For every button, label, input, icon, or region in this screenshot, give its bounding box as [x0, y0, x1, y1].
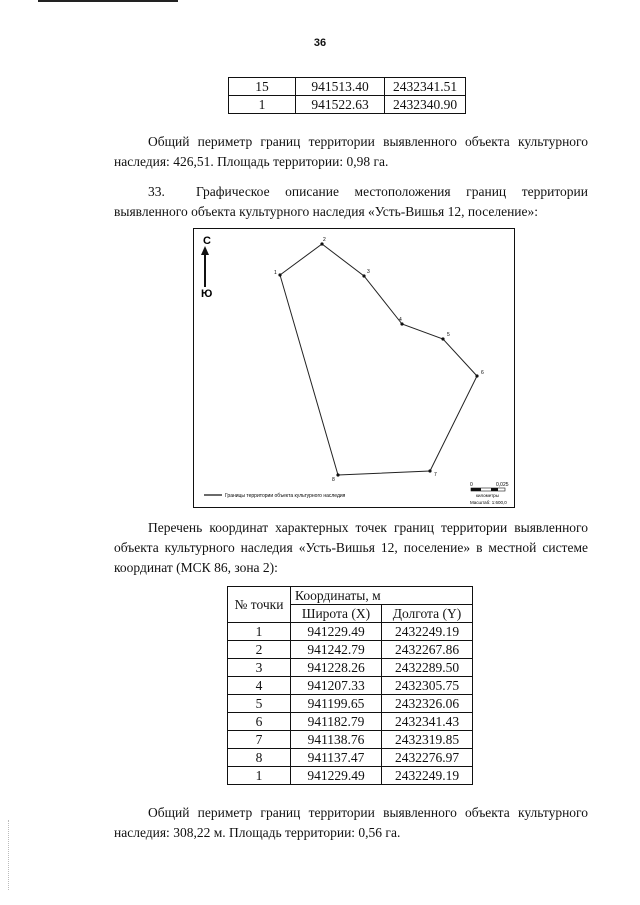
- perimeter-paragraph-2: Общий периметр границ территории выявленного объекта культурного наследия: 308,22 м. Площадь территории: 0,56 га.: [114, 805, 588, 840]
- map-legend: [204, 493, 346, 499]
- table-cell: 941182.79: [291, 713, 382, 731]
- scale-units: километры: [476, 493, 499, 498]
- boundary-vertex: [441, 337, 444, 340]
- table-row: [228, 713, 473, 731]
- table-row: [228, 641, 473, 659]
- table-cell: 15: [229, 78, 296, 96]
- table-row: [228, 749, 473, 767]
- table-cell: 2432305.75: [382, 677, 473, 695]
- table-cell: 5: [228, 695, 291, 713]
- scale-start: 0: [470, 482, 473, 488]
- col-point-header: № точки: [228, 587, 291, 623]
- table-cell: 2: [228, 641, 291, 659]
- table-cell: 941138.76: [291, 731, 382, 749]
- table-cell: 4: [228, 677, 291, 695]
- boundary-vertex: [475, 374, 478, 377]
- vertex-label: 1: [274, 270, 277, 276]
- table-cell: 2432319.85: [382, 731, 473, 749]
- table-cell: 1: [228, 623, 291, 641]
- section-text: Графическое описание местоположения границ территории выявленного объекта культурного наследия «Усть-Вишья 12, поселение»:: [114, 184, 589, 219]
- north-label: С: [203, 235, 211, 247]
- table-cell: 2432340.90: [385, 96, 466, 114]
- table-cell: 2432249.19: [382, 767, 473, 785]
- table-row: [228, 677, 473, 695]
- perimeter-paragraph-1: Общий периметр границ территории выявленного объекта культурного наследия: 426,51. Площадь территории: 0,98 га.: [114, 134, 588, 169]
- section-heading-33: [114, 182, 588, 222]
- vertex-label: 3: [367, 269, 370, 275]
- table-cell: 941199.65: [291, 695, 382, 713]
- table-cell: 2432276.97: [382, 749, 473, 767]
- coordinates-intro-paragraph: Перечень координат характерных точек границ территории выявленного объекта культурного наследия «Усть-Вишья 12, поселение» в местной системе координат (МСК 86, зона 2):: [114, 520, 588, 575]
- boundary-vertex: [336, 473, 339, 476]
- table-cell: 941513.40: [296, 78, 385, 96]
- col-coords-header: Координаты, м: [291, 587, 473, 605]
- continued-coordinates-table: [228, 77, 466, 114]
- table-cell: 2432341.51: [385, 78, 466, 96]
- coordinates-table: [227, 586, 473, 785]
- table-row: [228, 731, 473, 749]
- vertex-label: 2: [323, 237, 326, 243]
- page-number: 36: [313, 37, 327, 49]
- table-row: [228, 695, 473, 713]
- table-row: [228, 767, 473, 785]
- table-cell: 1: [229, 96, 296, 114]
- scale-bar: [470, 482, 509, 505]
- table-cell: 2432326.06: [382, 695, 473, 713]
- boundary-polygon: [280, 244, 477, 475]
- legend-text: Границы территории объекта культурного наследия: [225, 493, 346, 499]
- table-cell: 2432267.86: [382, 641, 473, 659]
- vertex-label: 4: [399, 317, 402, 323]
- boundary-vertex: [362, 274, 365, 277]
- boundary-map: [193, 228, 515, 508]
- boundary-vertex: [428, 469, 431, 472]
- table-row: [229, 78, 466, 96]
- table-cell: 8: [228, 749, 291, 767]
- table-cell: 941242.79: [291, 641, 382, 659]
- table-cell: 941137.47: [291, 749, 382, 767]
- table-cell: 941229.49: [291, 623, 382, 641]
- table-cell: 941229.49: [291, 767, 382, 785]
- scale-ratio: Масштаб: 1:600,0: [470, 500, 507, 505]
- south-label: Ю: [201, 288, 213, 300]
- boundary-vertices: [274, 237, 484, 483]
- table-cell: 941228.26: [291, 659, 382, 677]
- vertex-label: 7: [434, 472, 437, 478]
- table-cell: 7: [228, 731, 291, 749]
- table-cell: 3: [228, 659, 291, 677]
- table-cell: 941207.33: [291, 677, 382, 695]
- col-lat-header: Широта (X): [291, 605, 382, 623]
- table-cell: 6: [228, 713, 291, 731]
- table-row: [229, 96, 466, 114]
- north-arrow-icon: [201, 235, 212, 300]
- table-cell: 2432341.43: [382, 713, 473, 731]
- col-lon-header: Долгота (Y): [382, 605, 473, 623]
- margin-marks: [8, 820, 10, 890]
- vertex-label: 5: [447, 332, 450, 338]
- table-row: [228, 623, 473, 641]
- table-cell: 941522.63: [296, 96, 385, 114]
- section-number: 33.: [148, 184, 165, 199]
- table-cell: 2432249.19: [382, 623, 473, 641]
- scale-end: 0,025: [496, 482, 509, 488]
- top-rule: [38, 0, 178, 2]
- table-cell: 1: [228, 767, 291, 785]
- vertex-label: 8: [332, 477, 335, 483]
- table-cell: 2432289.50: [382, 659, 473, 677]
- boundary-vertex: [278, 273, 281, 276]
- table-row: [228, 659, 473, 677]
- vertex-label: 6: [481, 370, 484, 376]
